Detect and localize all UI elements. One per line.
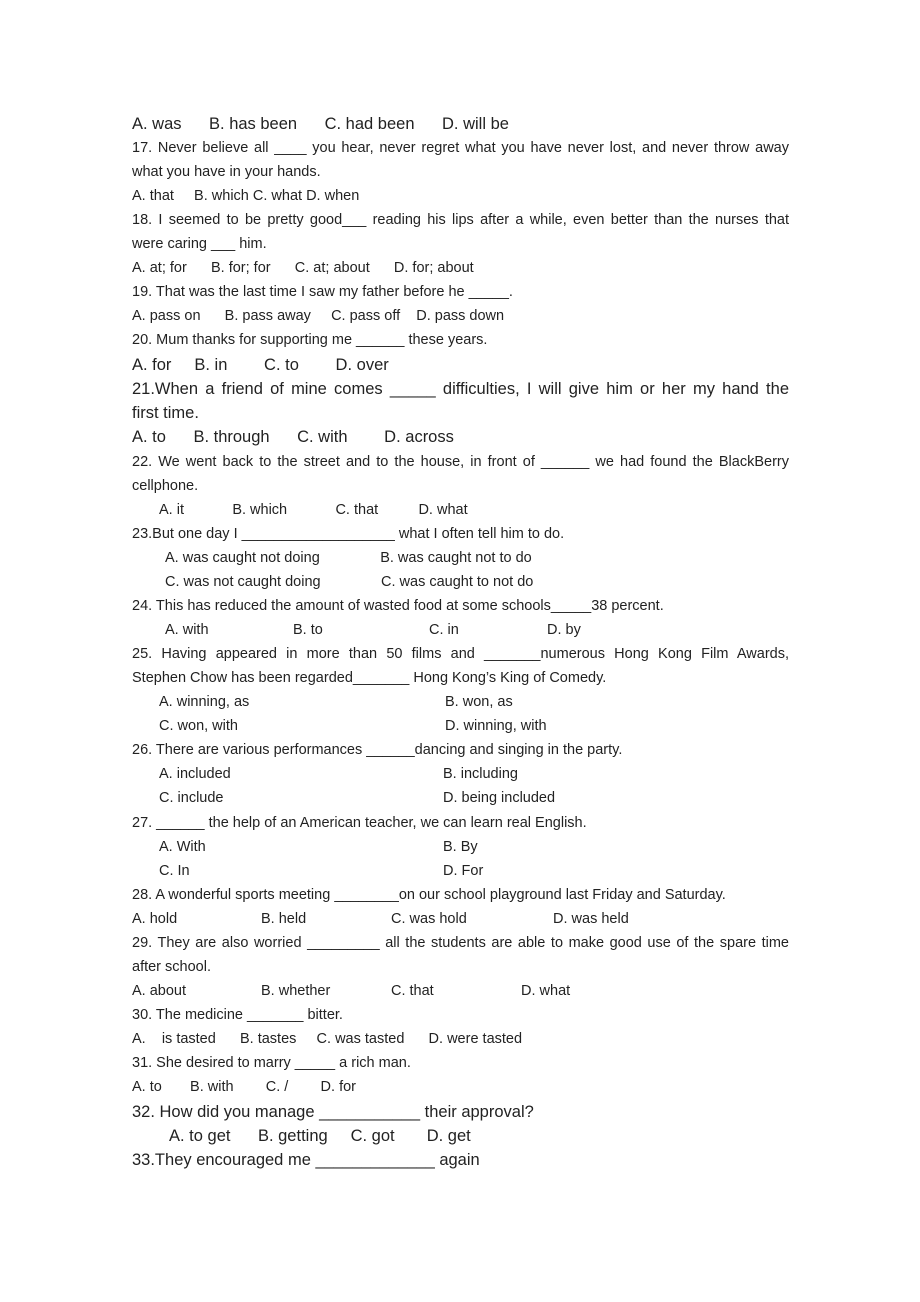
q30-options: A. is tasted B. tastes C. was tasted D. were tasted xyxy=(132,1031,523,1047)
q22-stem: 22. We went back to the street and to the house, in front of ______ we had found the BlackBerry xyxy=(132,454,789,470)
q27-option-c: C. In xyxy=(159,863,190,879)
q16-options: A. was B. has been C. had been D. will be xyxy=(132,115,509,133)
q25-option-a: A. winning, as xyxy=(159,694,250,710)
q28-option-b: B. held xyxy=(261,911,307,927)
q25-option-d: D. winning, with xyxy=(445,718,547,734)
q23-options-row2: C. was not caught doing C. was caught to not do xyxy=(165,574,534,590)
q29-option-b: B. whether xyxy=(261,983,331,999)
q25-stem-cont: Stephen Chow has been regarded_______ Hong Kong’s King of Comedy. xyxy=(132,670,607,686)
q32-options: A. to get B. getting C. got D. get xyxy=(169,1127,471,1145)
q33-stem: 33.They encouraged me _____________ again xyxy=(132,1151,480,1169)
q25-option-b: B. won, as xyxy=(445,694,513,710)
q23-options-row1: A. was caught not doing B. was caught not to do xyxy=(165,550,532,566)
q26-stem: 26. There are various performances ______dancing and singing in the party. xyxy=(132,742,623,758)
q28-option-c: C. was hold xyxy=(391,911,467,927)
q25-stem: 25. Having appeared in more than 50 films and _______numerous Hong Kong Film Awards, xyxy=(132,646,789,662)
q31-stem: 31. She desired to marry _____ a rich man. xyxy=(132,1055,411,1071)
q27-option-a: A. With xyxy=(159,839,206,855)
q18-stem-cont: were caring ___ him. xyxy=(132,236,267,252)
q17-options: A. that B. which C. what D. when xyxy=(132,188,360,204)
q26-option-a: A. included xyxy=(159,766,231,782)
q25-option-c: C. won, with xyxy=(159,718,238,734)
q24-option-c: C. in xyxy=(429,622,459,638)
q27-option-b: B. By xyxy=(443,839,478,855)
q29-option-d: D. what xyxy=(521,983,571,999)
q23-stem: 23.But one day I ___________________ what I often tell him to do. xyxy=(132,526,565,542)
q21-stem-cont: first time. xyxy=(132,404,199,422)
q18-options: A. at; for B. for; for C. at; about D. for; about xyxy=(132,260,474,276)
q29-stem-cont: after school. xyxy=(132,959,211,975)
q18-stem: 18. I seemed to be pretty good___ reading his lips after a while, even better than the nurses that xyxy=(132,212,789,228)
q21-options: A. to B. through C. with D. across xyxy=(132,428,454,446)
q29-option-c: C. that xyxy=(391,983,434,999)
q30-stem: 30. The medicine _______ bitter. xyxy=(132,1007,343,1023)
q24-stem: 24. This has reduced the amount of wasted food at some schools_____38 percent. xyxy=(132,598,664,614)
q20-stem: 20. Mum thanks for supporting me ______ these years. xyxy=(132,332,488,348)
q27-stem: 27. ______ the help of an American teacher, we can learn real English. xyxy=(132,815,587,831)
q29-option-a: A. about xyxy=(132,983,187,999)
q28-stem: 28. A wonderful sports meeting ________on our school playground last Friday and Saturday. xyxy=(132,887,726,903)
q27-option-d: D. For xyxy=(443,863,484,879)
q26-option-c: C. include xyxy=(159,790,224,806)
q28-option-a: A. hold xyxy=(132,911,178,927)
q29-stem: 29. They are also worried _________ all the students are able to make good use of the spare time xyxy=(132,935,789,951)
q31-options: A. to B. with C. / D. for xyxy=(132,1079,356,1095)
q19-options: A. pass on B. pass away C. pass off D. pass down xyxy=(132,308,505,324)
q26-option-d: D. being included xyxy=(443,790,556,806)
q32-stem: 32. How did you manage ___________ their approval? xyxy=(132,1103,534,1121)
q20-options: A. for B. in C. to D. over xyxy=(132,356,389,374)
q21-stem: 21.When a friend of mine comes _____ difficulties, I will give him or her my hand the xyxy=(132,380,789,398)
q22-options: A. it B. which C. that D. what xyxy=(159,502,468,518)
q24-option-d: D. by xyxy=(547,622,581,638)
q24-option-b: B. to xyxy=(293,622,323,638)
q17-stem: 17. Never believe all ____ you hear, never regret what you have never lost, and never throw away xyxy=(132,140,789,156)
q24-option-a: A. with xyxy=(165,622,209,638)
q17-stem-cont: what you have in your hands. xyxy=(132,164,321,180)
q22-stem-cont: cellphone. xyxy=(132,478,199,494)
q28-option-d: D. was held xyxy=(553,911,629,927)
q19-stem: 19. That was the last time I saw my father before he _____. xyxy=(132,284,513,300)
q26-option-b: B. including xyxy=(443,766,518,782)
